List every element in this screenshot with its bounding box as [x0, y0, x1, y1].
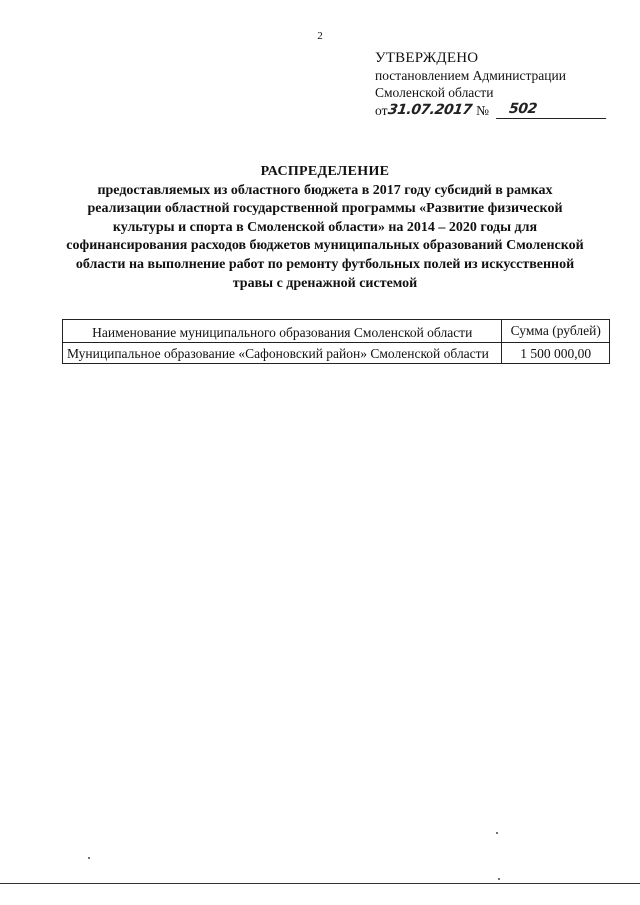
scan-speck — [496, 832, 498, 834]
document-title: РАСПРЕДЕЛЕНИЕ — [260, 164, 390, 179]
allocation-table — [62, 319, 610, 364]
handwritten-number: 502 — [496, 101, 608, 119]
scan-speck — [88, 857, 90, 859]
approval-line-2: Смоленской области — [375, 85, 494, 100]
table-row — [63, 343, 610, 364]
page-number: 2 — [317, 30, 323, 42]
handwritten-date: 31.07.2017 — [387, 102, 474, 118]
decree-date-number-line — [375, 101, 615, 119]
approved-heading: УТВЕРЖДЕНО — [375, 50, 479, 66]
scan-bottom-edge — [0, 883, 640, 884]
approval-stamp — [375, 50, 615, 119]
header-sum: Сумма (рублей) — [502, 320, 610, 343]
header-municipality-name: Наименование муниципального образования Смоленской области — [63, 320, 502, 343]
document-subtitle: предоставляемых из областного бюджета в 2017 году субсидий в рамках реализации областной государственной программы «Развитие физической культуры и спорта в Смоленской области» на 2014 – 2020 годы для софинансирования расходов бюджетов муниципальных образований Смоленской области на выполнение работ по ремонту футбольных полей из искусственной травы с дренажной системой — [66, 182, 584, 291]
row-sum: 1 500 000,00 — [502, 343, 610, 364]
number-sign: № — [476, 103, 489, 118]
scan-speck — [498, 878, 500, 880]
document-title-block — [60, 163, 590, 293]
row-municipality-name: Муниципальное образование «Сафоновский район» Смоленской области — [63, 343, 502, 364]
from-prefix: от — [375, 103, 388, 118]
approval-line-1: постановлением Администрации — [375, 68, 566, 83]
table-header-row — [63, 320, 610, 343]
